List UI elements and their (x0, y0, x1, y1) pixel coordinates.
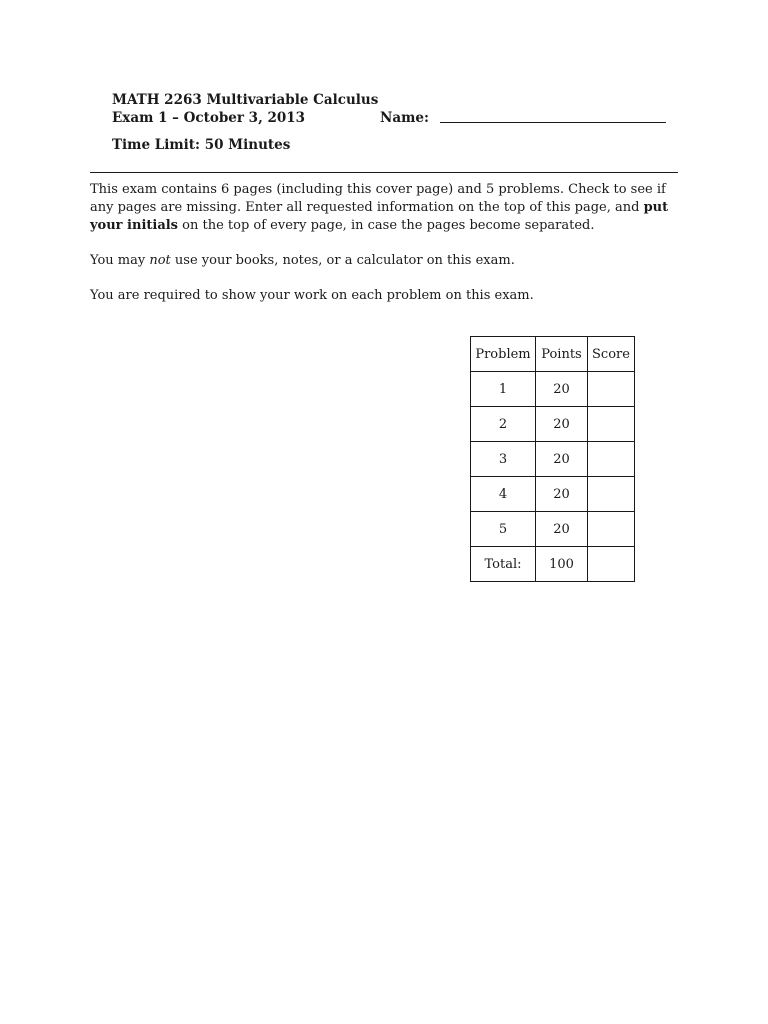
intro-text-bold: put your initials (90, 200, 669, 233)
table-row (471, 372, 635, 407)
problem-number: 4 (471, 477, 536, 512)
problem-points: 20 (536, 477, 588, 512)
problem-score[interactable] (588, 407, 635, 442)
books-paragraph (90, 252, 680, 270)
problem-number: 5 (471, 512, 536, 547)
table-row (471, 407, 635, 442)
header-divider (90, 172, 678, 173)
work-paragraph: You are required to show your work on each problem on this exam. (90, 288, 534, 303)
header-points: Points (536, 337, 588, 372)
problem-points: 20 (536, 372, 588, 407)
problem-number: 1 (471, 372, 536, 407)
table-row (471, 477, 635, 512)
problem-score[interactable] (588, 372, 635, 407)
total-score[interactable] (588, 547, 635, 582)
time-limit: Time Limit: 50 Minutes (112, 137, 291, 153)
name-label: Name: (380, 110, 429, 126)
books-text-1: You may (90, 253, 150, 268)
name-field[interactable] (440, 122, 666, 123)
total-row (471, 547, 635, 582)
header-problem: Problem (471, 337, 536, 372)
course-title: MATH 2263 Multivariable Calculus (112, 92, 379, 108)
header-score: Score (588, 337, 635, 372)
intro-text-2: on the top of every page, in case the pages become separated. (178, 218, 595, 233)
total-label: Total: (471, 547, 536, 582)
problem-score[interactable] (588, 512, 635, 547)
total-points: 100 (536, 547, 588, 582)
problem-score[interactable] (588, 477, 635, 512)
problem-number: 2 (471, 407, 536, 442)
intro-text-1: This exam contains 6 pages (including this cover page) and 5 problems. Check to see if any pages are missing. Enter all requested information on the top of this page, and (90, 182, 666, 215)
score-table-header-row (471, 337, 635, 372)
books-text-italic: not (149, 253, 171, 268)
problem-number: 3 (471, 442, 536, 477)
table-row (471, 442, 635, 477)
exam-date: Exam 1 – October 3, 2013 (112, 110, 306, 126)
problem-points: 20 (536, 512, 588, 547)
books-text-2: use your books, notes, or a calculator on this exam. (170, 253, 515, 268)
problem-points: 20 (536, 407, 588, 442)
score-table (470, 336, 635, 582)
problem-points: 20 (536, 442, 588, 477)
intro-paragraph (90, 181, 680, 235)
table-row (471, 512, 635, 547)
problem-score[interactable] (588, 442, 635, 477)
